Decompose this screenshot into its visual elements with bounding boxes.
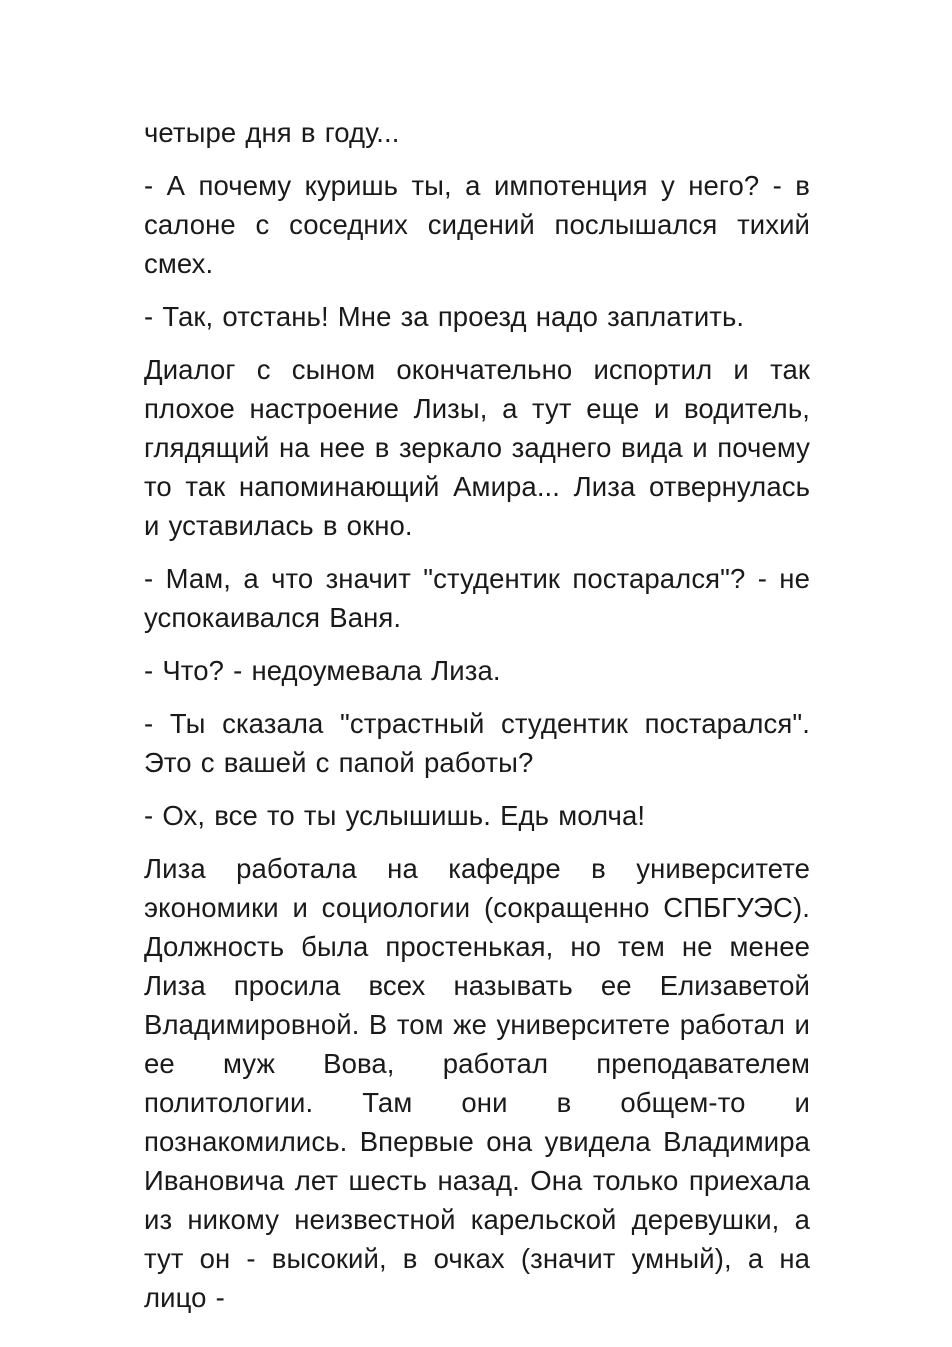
paragraph: - Что? - недоумевала Лиза. bbox=[144, 655, 501, 686]
paragraph: - А почему куришь ты, а импотенция у него? - в салоне с соседних сидений послышался тихий смех. bbox=[144, 170, 810, 279]
paragraph: Диалог с сыном окончательно испортил и так плохое настроение Лизы, а тут еще и водитель, глядящий на нее в зеркало заднего вида и почему то так напоминающий Амира... Лиза отвернулась и уставилась в окно. bbox=[144, 354, 810, 541]
paragraph: - Так, отстань! Мне за проезд надо заплатить. bbox=[144, 301, 745, 332]
paragraph: - Мам, а что значит "студентик постарался"? - не успокаивался Ваня. bbox=[144, 563, 810, 633]
text-column bbox=[144, 113, 810, 1317]
paragraph: Лиза работала на кафедре в университете экономики и социологии (сокращенно СПБГУЭС). Должность была простенькая, но тем не менее Лиза просила всех называть ее Елизаветой Владимировной. В том же университете работал и ее муж Вова, работал преподавателем политологии. Там они в общем-то и познакомились. Впервые она увидела Владимира Ивановича лет шесть назад. Она только приехала из никому неизвестной карельской деревушки, а тут он - высокий, в очках (значит умный), а на лицо - bbox=[144, 853, 810, 1313]
paragraph: четыре дня в году... bbox=[144, 117, 400, 148]
paragraph: - Ты сказала "страстный студентик постарался". Это с вашей с папой работы? bbox=[144, 708, 810, 778]
paragraph: - Ох, все то ты услышишь. Едь молча! bbox=[144, 800, 646, 831]
